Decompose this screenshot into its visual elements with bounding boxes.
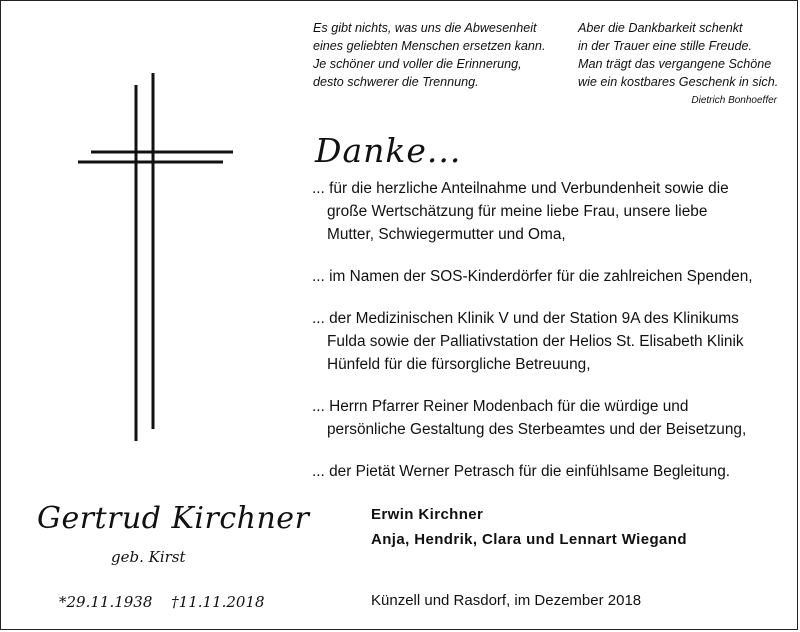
life-dates (59, 593, 279, 611)
text-line: Hünfeld für die fürsorgliche Betreuung, (327, 356, 591, 373)
family-line: Anja, Hendrik, Clara und Lennart Wiegand (371, 531, 687, 548)
heading-danke: Danke... (315, 131, 462, 170)
place-date: Künzell und Rasdorf, im Dezember 2018 (371, 592, 642, 609)
text-line: persönliche Gestaltung des Sterbeamtes und der Beisetzung, (327, 421, 747, 438)
family-line: Erwin Kirchner (371, 506, 484, 523)
quote-line: in der Trauer eine stille Freude. (578, 39, 753, 53)
maiden-name: geb. Kirst (111, 548, 186, 566)
quote-line: Es gibt nichts, was uns die Abwesenheit (313, 21, 537, 35)
birth-date: *29.11.1938 (59, 593, 153, 611)
quote-line: Man trägt das vergangene Schöne (578, 57, 772, 71)
thanks-paragraph (312, 177, 782, 246)
text-line: ... Herrn Pfarrer Reiner Modenbach für die würdige und (312, 398, 689, 415)
text-line: Mutter, Schwiegermutter und Oma, (327, 226, 566, 243)
thanks-paragraph (312, 265, 782, 288)
family-names (371, 502, 687, 552)
quote-author: Dietrich Bonhoeffer (691, 95, 777, 106)
quote-left (313, 19, 545, 91)
text-line: Fulda sowie der Palliativstation der Helios St. Elisabeth Klinik (327, 333, 744, 350)
text-line: ... für die herzliche Anteilnahme und Verbundenheit sowie die (312, 180, 729, 197)
quote-line: desto schwerer die Trennung. (313, 75, 479, 89)
thanks-paragraph (312, 460, 782, 483)
quote-line: Je schöner und voller die Erinnerung, (313, 57, 522, 71)
quote-line: wie ein kostbares Geschenk in sich. (578, 75, 779, 89)
text-line: große Wertschätzung für meine liebe Frau, unsere liebe (327, 203, 708, 220)
death-date: †11.11.2018 (171, 593, 265, 611)
text-line: ... der Pietät Werner Petrasch für die einfühlsame Begleitung. (312, 463, 731, 480)
thanks-paragraph (312, 395, 782, 441)
thanks-body (312, 177, 782, 502)
quote-line: eines geliebten Menschen ersetzen kann. (313, 39, 546, 53)
text-line: ... der Medizinischen Klinik V und der Station 9A des Klinikums (312, 310, 739, 327)
quote-line: Aber die Dankbarkeit schenkt (578, 21, 743, 35)
deceased-name: Gertrud Kirchner (37, 501, 310, 536)
thanks-paragraph (312, 307, 782, 376)
quote-right (578, 19, 778, 91)
text-line: ... im Namen der SOS-Kinderdörfer für die zahlreichen Spenden, (312, 268, 753, 285)
cross-icon (73, 73, 233, 443)
